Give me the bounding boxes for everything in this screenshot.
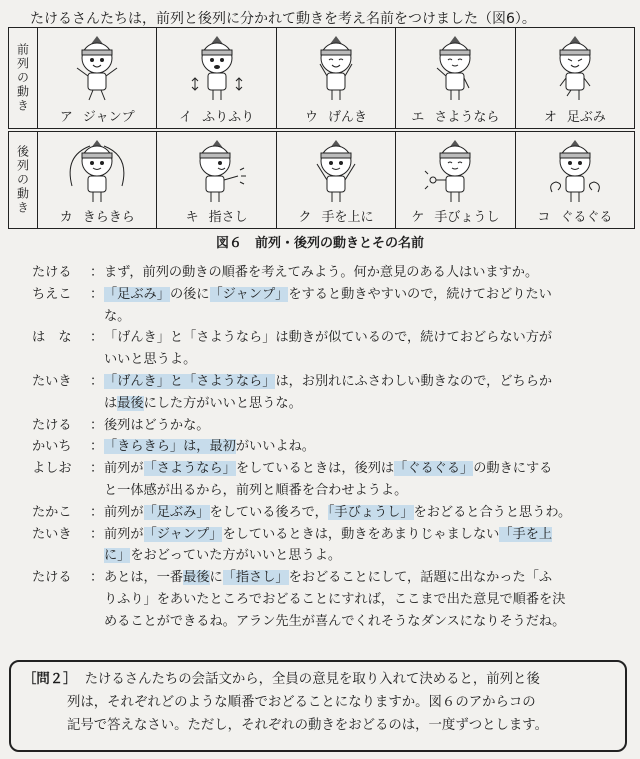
- move-cell: [515, 28, 634, 128]
- question-box: [9, 660, 627, 752]
- front-row-grid: [8, 27, 635, 129]
- move-caption: カ きらきら: [59, 210, 135, 225]
- dialogue-line: たける ： あとは，一番最後に「指さし」をおどることにして，話題に出なかった「ふ: [32, 570, 553, 586]
- question-line: 列は，それぞれどのような順番でおどることになりますか。図６のアからコの: [67, 695, 536, 710]
- dialogue-line: と一体感が出るから，前列と順番を合わせようよ。: [104, 482, 408, 498]
- move-cell: [276, 28, 395, 128]
- character-spin-icon: [540, 136, 610, 204]
- move-cell: [276, 132, 395, 228]
- move-caption: ア ジャンプ: [59, 110, 135, 125]
- move-caption: ク 手を上に: [298, 210, 374, 225]
- question-line: 記号で答えなさい。ただし，それぞれの動きをおどるのは，一度ずつとします。: [67, 718, 548, 733]
- move-cell: [156, 132, 275, 228]
- dialogue-line: めることができるね。アラン先生が喜んでくれそうなダンスになりそうだね。: [104, 613, 566, 629]
- move-cell: [395, 132, 514, 228]
- move-cell: [395, 28, 514, 128]
- dialogue-line: りふり」をあいたところでおどることにすれば，ここまで出た意見で順番を決: [104, 591, 566, 607]
- dialogue-line: たいき ： 前列が「ジャンプ」をしているときは，動きをあまりじゃましない「手を上: [32, 526, 553, 542]
- character-cheer-icon: [306, 32, 366, 104]
- dialogue-line: ちえこ ： 「足ぶみ」の後に「ジャンプ」をすると動きやすいので，続けておどりたい: [32, 286, 552, 302]
- move-caption: オ 足ぶみ: [543, 110, 606, 125]
- move-caption: ケ 手びょうし: [411, 210, 500, 225]
- character-point-icon: [182, 136, 252, 204]
- move-cell: [38, 28, 156, 128]
- dialogue-line: な。: [104, 308, 131, 324]
- character-jump-icon: [67, 32, 127, 104]
- dialogue-line: よしお ： 前列が「さようなら」をしているときは，後列は「ぐるぐる」の動きにする: [32, 461, 553, 477]
- question-tag: ［問２］: [23, 672, 77, 687]
- back-row-label: 後列の動き: [9, 132, 38, 228]
- dialogue: [32, 262, 632, 633]
- character-clap-icon: [420, 136, 490, 204]
- back-row-grid: [8, 131, 635, 229]
- dialogue-line: は最後にした方がいいと思うな。: [104, 395, 302, 411]
- character-hands-up-icon: [301, 136, 371, 204]
- dialogue-line: たかこ ： 前列が「足ぶみ」をしている後ろで，「手びょうし」をおどると合うと思うわ。: [32, 504, 572, 520]
- front-row-label: 前列の動き: [9, 28, 38, 128]
- dialogue-line: いいと思うよ。: [104, 352, 197, 368]
- figure-caption: 図６ 前列・後列の動きとその名前: [215, 236, 424, 251]
- character-sparkle-icon: [62, 136, 132, 204]
- question-line: たけるさんたちの会話文から，全員の意見を取り入れて決めると，前列と後: [84, 672, 540, 687]
- move-caption: イ ふりふり: [179, 110, 255, 125]
- move-cell: [156, 28, 275, 128]
- move-caption: ウ げんき: [305, 110, 368, 125]
- character-step-icon: [545, 32, 605, 104]
- character-shake-icon: [187, 32, 247, 104]
- move-cell: [515, 132, 634, 228]
- dialogue-line: は な ： 「げんき」と「さようなら」は動きが似ているので，続けておどらない方が: [32, 330, 553, 346]
- dialogue-line: に」をおどっていた方がいいと思うよ。: [104, 548, 342, 564]
- move-caption: コ ぐるぐる: [537, 210, 613, 225]
- character-wave-icon: [425, 32, 485, 104]
- dialogue-line: たける ： 後列はどうかな。: [32, 417, 210, 433]
- dialogue-line: かいち ： 「きらきら」は，最初がいいよね。: [32, 439, 315, 455]
- move-cell: [38, 132, 156, 228]
- intro-text: たけるさんたちは，前列と後列に分かれて動きを考え名前をつけました（図6）。: [30, 11, 536, 27]
- dialogue-line: たける ： まず，前列の動きの順番を考えてみよう。何か意見のある人はいますか。: [32, 265, 539, 280]
- move-caption: エ さようなら: [411, 110, 500, 125]
- move-caption: キ 指さし: [185, 210, 248, 225]
- dialogue-line: たいき ： 「げんき」と「さようなら」は，お別れにふさわしい動きなので，どちらか: [32, 373, 553, 389]
